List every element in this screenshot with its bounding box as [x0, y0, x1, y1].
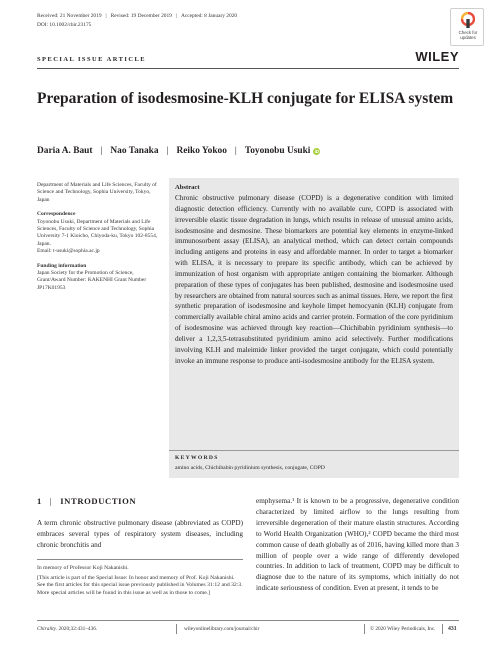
- orcid-icon[interactable]: iD: [314, 148, 320, 154]
- article-history: [37, 13, 237, 21]
- history-separator: |: [175, 13, 177, 19]
- copyright: © 2020 Wiley Periodicals, Inc.: [370, 626, 436, 632]
- correspondence-address: Toyonobu Usuki, Department of Materials and Life Sciences, Faculty of Science and Technology, Sophia University 7-1 Kioicho, Chiyoda-ku, Tokyo 102-8554, Japan.: [37, 218, 158, 247]
- doi[interactable]: DOI: 10.1002/chir.23175: [37, 22, 92, 28]
- history-separator: |: [105, 13, 107, 19]
- check-for-updates-label: Check for updates: [458, 30, 478, 41]
- author-separator: |: [100, 146, 103, 156]
- revised-date: Revised: 19 December 2019: [110, 13, 172, 19]
- correspondence-email[interactable]: Email: t-usuki@sophia.ac.jp: [37, 248, 100, 255]
- correspondence-heading: Correspondence: [37, 211, 76, 218]
- section-separator: |: [49, 496, 53, 506]
- author-name[interactable]: Reiko Yokoo: [176, 146, 227, 156]
- keywords-rule: [169, 450, 459, 451]
- keywords-heading: KEYWORDS: [175, 455, 219, 461]
- intro-paragraph-left: A term chronic obstructive pulmonary disease (abbreviated as COPD) embraces several types of respiratory system diseases, including chronic bronchitis and: [37, 519, 243, 549]
- accepted-date: Accepted: 8 January 2020: [180, 13, 238, 19]
- section-title: INTRODUCTION: [60, 496, 137, 506]
- article-title: Preparation of isodesmosine-KLH conjugate for ELISA system: [37, 90, 454, 107]
- author-name[interactable]: Daria A. Baut: [37, 146, 93, 156]
- abstract-body: Chronic obstructive pulmonary disease (COPD) is a degenerative condition with limited diagnostic detection efficiency. Currently with no available cure, COPD is associated with irreversible elastic tissue degradation in lungs, which results in release of unusual amino acids, isodesmosine and desmosine. These biomarkers are potential key elements in enzyme-linked immunosorbent assay (ELISA), an analytical method, which can detect certain compounds including antigens and proteins in easy and affordable manner. In order to target a biomarker with ELISA, it is necessary to prepare its specific antibody, which can be achieved by immunization of host organism with appropriate antigen containing the biomarker. Although preparation of these types of conjugates has been published, desmosine and isodesmosine used by researchers are obtained from natural sources such as animal tissues. Here, we report the first synthetic preparation of isodesmosine and keyhole limpet hemocyanin (KLH) conjugate from commercially available chiral amino acids and carrier protein. Formation of the core pyridinium of isodesmosine was achieved through key reaction—Chichibabin pyridinium synthesis—to deliver a 1,2,3,5-tetrasubstituted pyridinium amino acid selectively. Further modifications involving KLH and maleimide linker provided the target conjugate, which could potentially invoke an immune response to produce anti-isodesmosine antibody for the ELISA system.: [175, 194, 453, 365]
- footer-rule: [37, 620, 459, 621]
- journal-url[interactable]: wileyonlinelibrary.com/journal/chir: [184, 626, 260, 632]
- special-issue-footnote: [This article is part of the Special Issue: In honor and memory of Prof. Koji Nakanishi. See the first articles for this special issue previously published in Volumes 31:12 and 32:3. More special articles will be found in this issue as well as in those to come.]: [37, 575, 243, 596]
- publisher-logo: WILEY: [415, 49, 459, 64]
- footer-separator: [442, 624, 443, 634]
- section-number: 1: [37, 496, 42, 506]
- author-separator: |: [234, 146, 237, 156]
- section-heading-introduction: [37, 496, 136, 506]
- footer-separator: [364, 624, 365, 634]
- journal-name: Chirality.: [37, 626, 58, 632]
- author-name[interactable]: Nao Tanaka: [110, 146, 159, 156]
- funding-text: Japan Society for the Promotion of Science, Grant/Award Number: KAKENHI Grant Number JP17K01953: [37, 270, 147, 291]
- journal-citation: [37, 626, 97, 632]
- intro-paragraph-right: emphysema.¹ It is known to be a progressive, degenerative condition characterized by limited airflow to the lungs resulting from irreversible degeneration of their mature elastin structures. According to World Health Organization (WHO),² COPD became the third most common cause of death globally as of 2016, having killed more than 3 million of people over a wide range of differently developed countries. In addition to lack of treatment, COPD may be difficult to diagnose due to the nature of its symptoms, which initially do not indicate seriousness of condition. Even at present, it tends to be: [256, 497, 459, 593]
- author-list: [37, 146, 320, 156]
- received-date: Received: 21 November 2019: [37, 13, 102, 19]
- footnote-rule: [37, 559, 243, 560]
- header-rule: [37, 68, 459, 69]
- author-separator: |: [166, 146, 169, 156]
- check-for-updates-icon: [461, 12, 475, 29]
- article-info-sidebar: [37, 182, 161, 292]
- citation-volume: 2020;32:431–436.: [58, 626, 98, 632]
- page-number: 431: [448, 626, 457, 632]
- footer-separator: [176, 624, 177, 634]
- check-for-updates-button[interactable]: [450, 8, 484, 46]
- memorial-footnote: In memory of Professor Koji Nakanishi.: [37, 565, 129, 571]
- abstract-box: [169, 178, 459, 478]
- section-label: SPECIAL ISSUE ARTICLE: [37, 56, 147, 63]
- funding-heading: Funding information: [37, 262, 87, 269]
- keywords-list: amino acids, Chichibabin pyridinium synthesis, conjugate, COPD: [175, 465, 325, 471]
- abstract-heading: Abstract: [175, 184, 200, 191]
- author-name[interactable]: Toyonobu Usuki: [244, 146, 311, 156]
- affiliation: Department of Materials and Life Sciences, Faculty of Science and Technology, Sophia University, Tokyo, Japan: [37, 182, 157, 203]
